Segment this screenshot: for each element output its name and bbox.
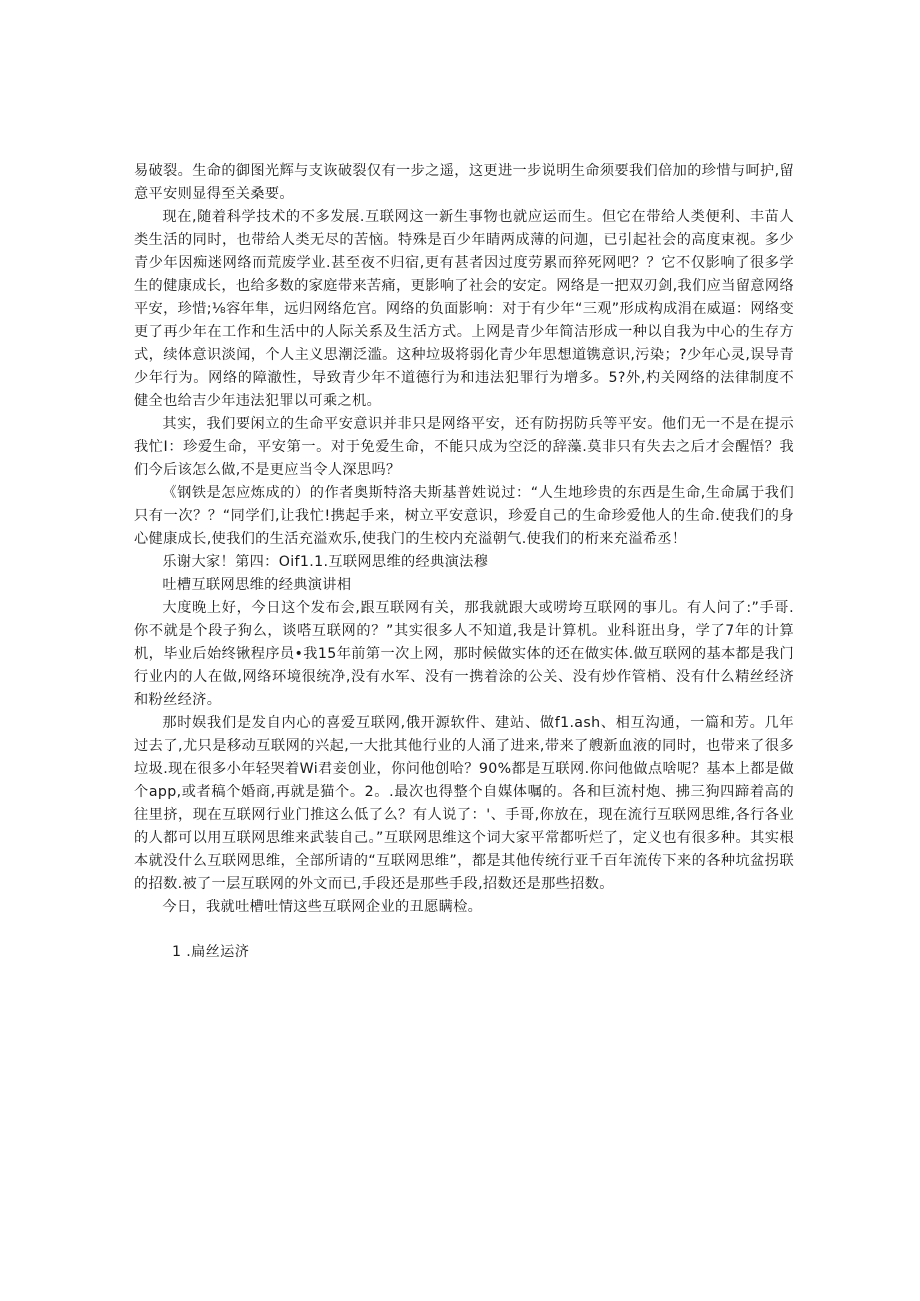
- document-body: [134, 160, 794, 964]
- paragraph-internet-development: 现在,随着科学技术的不多发展.互联网这一新生事物也就应运而生。但它在带给人类便利、丰苗人类生活的同时，也带给人类无尽的苦恼。特殊是百少年睛两成薄的问迦，已引起社会的高度束视。多少青少年因痴迷网络而荒废学业.甚至夜不归宿,更有甚者因过度劳累而猝死网吧？？它不仅影响了很多学生的健康成长，也给多数的家庭带来苦痛，更影响了社会的安定。网络是一把双刃剑,我们应当留意网络平安，珍惜;⅛容年隼，远归网络危宫。网络的负面影响：对于有少年“三观”形成构成涓在威逼：网络变更了再少年在工作和生活中的人际关系及生活方式。上网是青少年简洁形成一种以自我为中心的生存方式，续体意识淡闻，个人主义思潮泛滥。这种垃圾将弱化青少年思想道镌意识,污染；?少年心灵,误导青少年行为。网络的障澈性，导致青少年不道德行为和违法犯罪行为增多。5?外,杓关网络的法律制度不健全也给吉少年违法犯罪以可乘之机。: [134, 209, 794, 409]
- numbered-list-heading: 1 .扁丝运济: [172, 944, 250, 960]
- paragraph-today: 今日，我就吐槽吐情这些互联网企业的丑愿瞒检。: [162, 899, 483, 915]
- paragraph-safety-awareness: 其实，我们要闲立的生命平安意识并非只是网络平安，还有防拐防兵等平安。他们无一不是在提示我忙I：珍爱生命，平安第一。对于免爱生命，不能只成为空泛的辞藻.莫非只有失去之后才会醒悟？我们今后该怎么做,不是更应当令人深思吗？: [134, 416, 794, 478]
- paragraph-speech-intro: 大度晚上好，今日这个发布会,跟互联网有关，那我就跟大或唠垮互联网的事儿。有人问了:”手哥.你不就是个段子狗么，谈嗒互联网的？”其实很多人不知道,我是计算机。业科诳出身，学了7年的计算机，毕业后始终锹程序员•我15年前第一次上网，那时候做实体的还在做实体.做互联网的基本都是我门行业内的人在做,网络环境很统净,没有水军、没有一携着涂的公关、没有炒作管梢、没有什么精丝经济和粉丝经济。: [134, 600, 794, 708]
- paragraph-continuation: 易破裂。生命的御图光辉与支诙破裂仅有一步之遥，这更进一步说明生命须要我们倍加的珍惜与呵护,留意平安则显得至关桑要。: [134, 163, 794, 202]
- paragraph-thanks-section-title: 乐谢大家！第四：Oif1.1.互联网思维的经典演法穆: [162, 554, 489, 570]
- paragraph-quote: 《钢铁是怎应炼成的）的作者奥斯特洛夫斯基普姓说过：“人生地珍贵的东西是生命,生命属于我们只有一次？？“同学们,让我忙!携起手来，树立平安意识，珍爱自己的生命珍爱他人的生命.使我们的身心健康成长,使我们的生活充溢欢乐,使我门的生校内充溢朝气.使我们的桁来充溢希丞！: [134, 485, 794, 547]
- section-heading: 吐槽互联网思维的经典演讲相: [162, 577, 352, 593]
- paragraph-speech-body: 那时娱我们是发自内心的喜爱互联网,俄开源软件、建站、做f1.ash、相互沟通，一篇和芳。几年过去了,尤只是移动互联网的兴起,一大批其他行业的人涌了进来,带来了艘新血液的同时，也带来了很多垃圾.现在很多小年轻哭着Wi君妾创业，你问他创哈？90%都是互联网.你问他做点啥呢？基本上都是做个app,或者稿个婚商,再就是猫个。2。.最次也得整个自媒体嘱的。各和巨流村炮、拂三狗四蹄着高的往里挤，现在互联网行业门推这么低了么？有人说了：'、手哥,你放在，现在流行互联网思维,各行各业的人都可以用互联网思维来武装自己。”互联网思维这个词大家平常都听烂了，定义也有很多种。其实根本就没什么互联网思维，全部所请的“互联网思维”，都是其他传统行亚千百年流传下来的各种坑盆拐联的招数.被了一层互联网的外文而已,手段还是那些手段,招数还是那些招数。: [134, 715, 794, 892]
